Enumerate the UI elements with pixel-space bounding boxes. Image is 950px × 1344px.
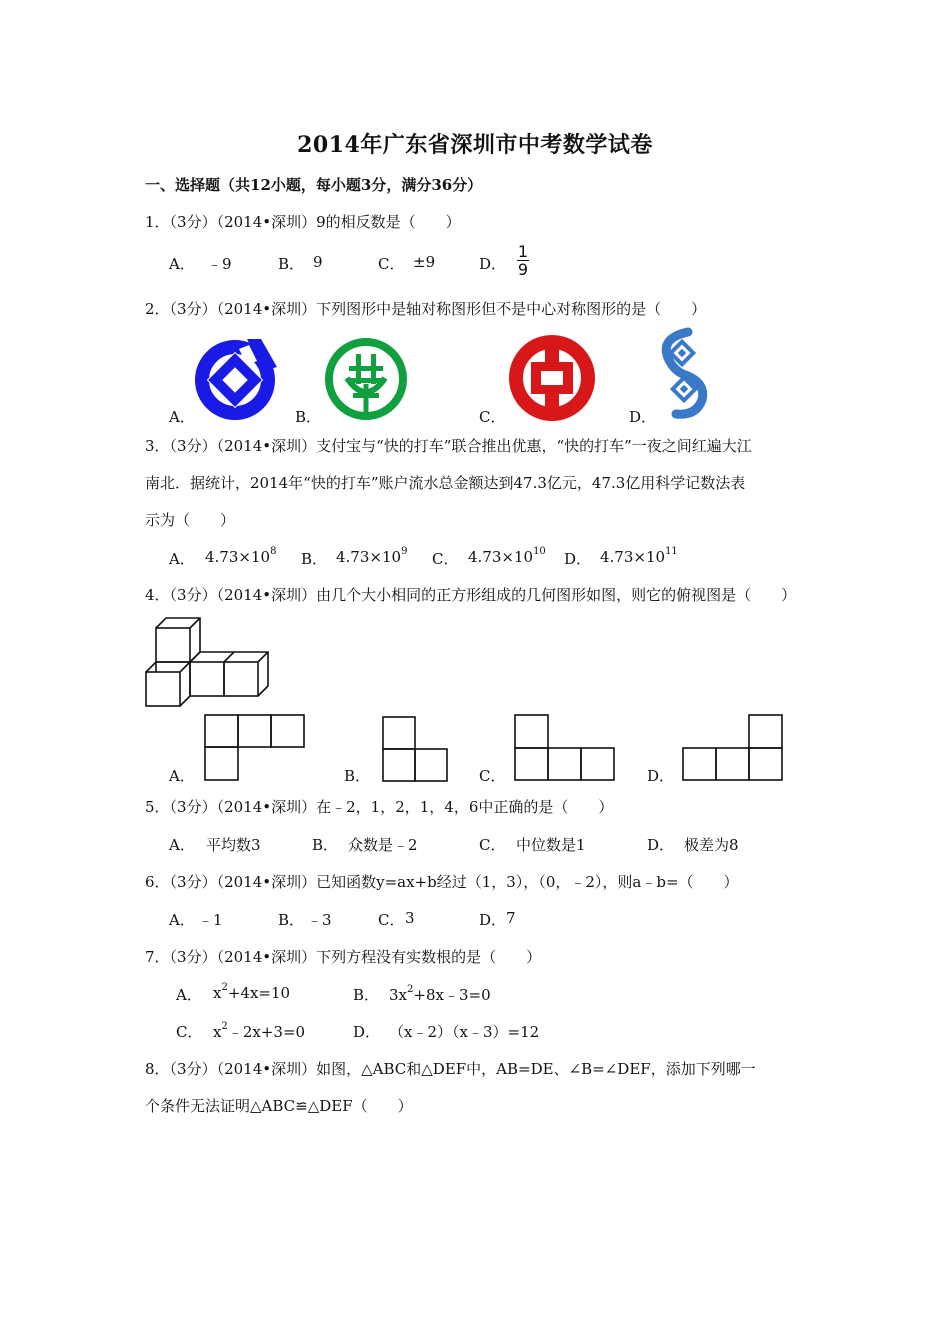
top-view-option-b — [382, 716, 448, 784]
option-text: 3 — [405, 909, 415, 927]
blue-bank-logo-icon — [195, 337, 277, 419]
option-letter: A． — [169, 836, 195, 854]
option-letter: B． — [278, 911, 305, 929]
option-letter: B． — [295, 408, 322, 426]
red-bank-logo-icon — [508, 334, 596, 422]
option-letter: C． — [479, 836, 506, 854]
fraction-one-ninth — [516, 244, 530, 277]
option-text: ﹣9 — [207, 255, 232, 273]
option-exponent: 11 — [665, 546, 678, 557]
question-2-stem: 2．（3分）（2014•深圳）下列图形中是轴对称图形但不是中心对称图形的是（ ） — [145, 300, 707, 318]
top-view-option-c — [514, 714, 616, 784]
option-text: 4.73×10 — [600, 548, 666, 566]
top-view-option-d — [682, 714, 784, 784]
option-letter: B． — [344, 767, 371, 785]
option-letter: C． — [479, 408, 506, 426]
option-letter: A． — [169, 550, 195, 568]
option-text: ﹣3 — [307, 911, 332, 929]
fraction-denominator: 9 — [517, 260, 529, 279]
option-letter: D． — [647, 767, 675, 785]
option-letter: A． — [169, 767, 195, 785]
option-text: x — [213, 1023, 222, 1041]
cube-solid-figure — [144, 617, 264, 709]
option-letter: D． — [647, 836, 675, 854]
question-8-line-1: 8．（3分）（2014•深圳）如图，△ABC和△DEF中，AB=DE、∠B=∠DEF，添加下列哪一 — [145, 1060, 756, 1078]
option-letter: D． — [564, 550, 592, 568]
option-letter: B． — [312, 836, 339, 854]
option-letter: C． — [479, 767, 506, 785]
question-8-line-2: 个条件无法证明△ABC≌△DEF（ ） — [145, 1097, 413, 1115]
question-5-stem: 5．（3分）（2014•深圳）在﹣2，1，2，1，4，6中正确的是（ ） — [145, 798, 614, 816]
option-text: 3x — [389, 986, 408, 1004]
option-text: 7 — [506, 909, 516, 927]
option-text: （x﹣2）（x﹣3）=12 — [389, 1023, 540, 1041]
option-text: 4.73×10 — [468, 548, 534, 566]
option-letter: B． — [353, 986, 380, 1004]
question-3-line-2: 南北．据统计，2014年“快的打车”账户流水总金额达到47.3亿元，47.3亿用科学记数法表 — [145, 474, 746, 492]
option-text: 中位数是1 — [516, 836, 586, 854]
option-letter: D． — [479, 255, 507, 273]
option-letter: B． — [278, 255, 305, 273]
question-3-line-1: 3．（3分）（2014•深圳）支付宝与“快的打车”联合推出优惠，“快的打车”一夜之间红遍大江 — [145, 437, 752, 455]
question-7-stem: 7．（3分）（2014•深圳）下列方程没有实数根的是（ ） — [145, 948, 542, 966]
option-text: +8x﹣3=0 — [413, 986, 491, 1004]
option-exponent: 9 — [401, 546, 408, 557]
option-letter: A． — [169, 408, 195, 426]
option-text: 平均数3 — [206, 836, 261, 854]
option-text: ﹣1 — [198, 911, 223, 929]
option-letter: B． — [301, 550, 328, 568]
option-letter: C． — [378, 255, 405, 273]
option-letter: A． — [176, 986, 202, 1004]
question-1-stem: 1．（3分）（2014•深圳）9的相反数是（ ） — [145, 213, 461, 231]
option-letter: C． — [432, 550, 459, 568]
question-3-line-3: 示为（ ） — [145, 511, 236, 529]
option-text: 9 — [313, 253, 323, 271]
blue-diamond-s-logo-icon — [654, 328, 714, 420]
option-letter: A． — [169, 255, 195, 273]
option-text: 众数是﹣2 — [348, 836, 418, 854]
option-text: 极差为8 — [684, 836, 739, 854]
option-letter: A． — [169, 911, 195, 929]
page-title: 2014年广东省深圳市中考数学试卷 — [297, 132, 653, 158]
option-exponent: 2 — [221, 982, 228, 993]
option-letter: D． — [479, 911, 507, 929]
option-text: 4.73×10 — [205, 548, 271, 566]
green-bank-logo-icon — [323, 336, 409, 422]
option-letter: D． — [629, 408, 657, 426]
option-text: ﹣2x+3=0 — [227, 1023, 306, 1041]
top-view-option-a — [204, 713, 306, 783]
option-text: ±9 — [413, 253, 436, 271]
option-exponent: 10 — [533, 546, 546, 557]
question-4-stem: 4．（3分）（2014•深圳）由几个大小相同的正方形组成的几何图形如图，则它的俯视图是（ ） — [145, 586, 797, 604]
option-text: +4x=10 — [227, 984, 291, 1002]
option-letter: D． — [353, 1023, 381, 1041]
section-heading: 一、选择题（共12小题，每小题3分，满分36分） — [145, 176, 483, 194]
option-text: 4.73×10 — [336, 548, 402, 566]
question-6-stem: 6．（3分）（2014•深圳）已知函数y=ax+b经过（1，3），（0，﹣2），则a﹣b=（ ） — [145, 873, 739, 891]
option-text: x — [213, 984, 222, 1002]
option-exponent: 8 — [270, 546, 277, 557]
option-letter: C． — [176, 1023, 203, 1041]
option-exponent: 2 — [221, 1021, 228, 1032]
fraction-numerator: 1 — [517, 242, 529, 261]
option-exponent: 2 — [407, 984, 414, 995]
option-letter: C． — [378, 911, 405, 929]
